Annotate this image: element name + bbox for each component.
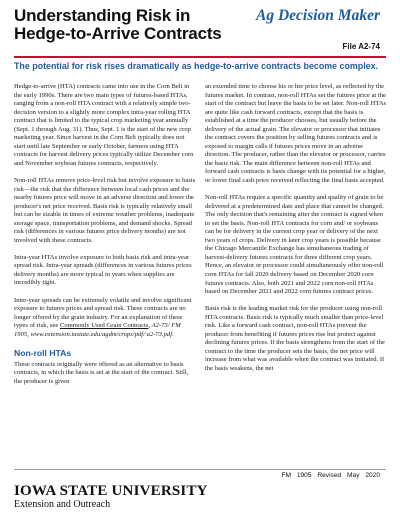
body-paragraph: Non-roll HTAs remove price-level risk but involve exposure to basis risk—the risk that the difference between local cash prices and the nearby futures price will move in an adverse direction and lower the producer's net price received. Basis risk is typically relatively small but can be sizable in times of extreme weather problems, inadequate storage space, transportation problems, and demand shocks. Spread risk (differences in various futures price delivery months) are not involved with these contracts. (14, 176, 196, 244)
file-number: File A2-74 (342, 42, 380, 51)
revised-label: Revised (317, 472, 342, 479)
body-paragraph (14, 297, 196, 340)
form-code: FM 1905 (281, 472, 312, 479)
university-wordmark: IOWA STATE UNIVERSITY (14, 483, 208, 499)
title-line-2: Hedge-to-Arrive Contracts (14, 24, 222, 43)
paragraph-text: , A2-73/ FM 1905, (14, 322, 181, 338)
paragraph-text: . (172, 330, 174, 338)
header-divider (14, 56, 386, 58)
revision-date: May 2020 (347, 472, 380, 479)
right-column (205, 83, 387, 382)
body-paragraph: These contracts originally were offered as an alternative to basis contracts, in which the basis is set at the start of the contract. Still, the producer is given (14, 360, 189, 385)
form-identifier (281, 472, 380, 479)
section-heading: Non-roll HTAs (14, 347, 72, 358)
commonly-used-grain-contracts-link[interactable]: Commonly Used Grain Contracts (59, 322, 149, 330)
footer-divider (14, 469, 386, 470)
body-paragraph: Basis risk is the leading market risk for the producer using non-roll HTA contracts. Basis risk is typically much smaller than price-level risk. Like a forward cash contract, non-roll HTAs prevent the producer from benefiting if futures prices rise but protect against declining futures prices. If the basis strengthens from the start of the contract to the time the producer sets the basis, the net price will increase from what was available when the contract was initiated. If the basis weakens, the net (205, 305, 385, 372)
document-subtitle: The potential for risk rises dramatically as hedge-to-arrive contracts become complex. (14, 61, 379, 71)
body-paragraph: Intra-year HTAs involve exposure to both basis risk and intra-year spread risk. Intra-year spreads (differences in various futures prices delivery months) are more typical in years when supplies are incredibly tight. (14, 253, 192, 287)
extension-url-link[interactable]: www.extension.iastate.edu/agdm/crops/pdf/ a2-73.pdf (30, 330, 173, 338)
title-line-1: Understanding Risk in (14, 6, 191, 25)
paragraph-text: Inter-year spreads can be extremely volatile and involve significant exposure to futures prices and spread risk. These contracts are no longer offered by the grain industry. For an explanation of these types of risk, see (14, 296, 192, 330)
extension-wordmark: Extension and Outreach (14, 499, 111, 510)
body-paragraph: an extended time to choose his or her price level, as reflected by the futures market. In contrast, non-roll HTAs set the futures price at the start of the contract but leave the basis to be set later. Non-roll HTAs are quite like cash forward contracts, except that the basis is established at a time the producer chooses, but usually before the delivery of the actual grain. The elevator or processor that initiates the contract covers the position by selling futures contracts and is exposed to margin calls if futures prices move in an adverse direction. The producer, rather than the elevator or processor, carries the basis risk. The main difference between non-roll HTAs and forward cash contracts is basis change with its potential for a higher, or lower final cash price received reflecting the final basis accepted. (205, 83, 387, 185)
body-paragraph: Non-roll HTAs require a specific quantity and quality of grain to be delivered at a predetermined date and place that cannot be changed. The only decision that's remaining after the contract is signed when to set the basis. Non-roll HTA contracts for corn and/ or soybeans can be for delivery in the current crop year or delivery of the next two years of crops. Delivery in later crop years is possible because the Chicago Mercantile Exchange has simultaneous trading of harvest-delivery futures contracts for three different crop years. Hence, an elevator or processor could simultaneously offer non-roll corn HTAs for fall 2020 delivery based on December 2020 corn futures contracts. Also, both 2021 and 2022 corn non-roll HTAs based on December 2021 and 2022 corn futures contract prices. (205, 194, 384, 296)
document-title (14, 7, 222, 43)
body-paragraph: Hedge-to-arrive (HTA) contracts came into use in the Corn Belt in the early 1990s. There are two main types of futures-based HTAs, ranging from a non-roll HTA contract with a relatively simple two-decision version to a slightly more complex intra-year rolling HTA contract that is limited to the typical crop marketing year annually (Sept. 1 through Aug. 31). Thus, Sept. 1 is the start of the new crop marketing year. Since harvest in the Corn Belt typically does not start until late September or early October, farmers using HTA contracts for harvest delivery prices typically utilize December corn and November soybean futures contracts, respectively. (14, 83, 194, 167)
brand-name: Ag Decision Maker (256, 7, 380, 24)
left-column (14, 83, 196, 395)
